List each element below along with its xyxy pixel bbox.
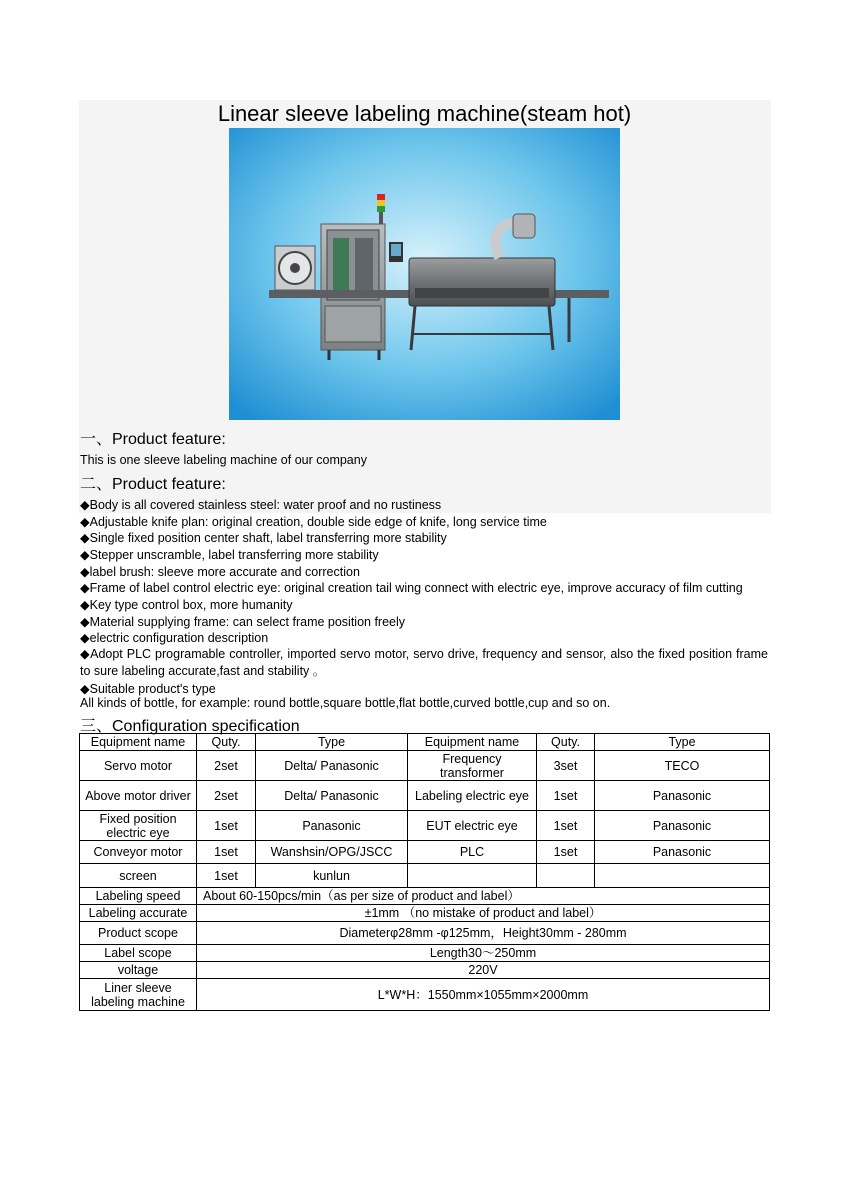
spec-value: L*W*H：1550mm×1055mm×2000mm [197, 979, 770, 1011]
table-cell: 1set [197, 811, 256, 841]
table-cell: 1set [537, 811, 595, 841]
table-cell: Panasonic [595, 841, 770, 864]
spec-value: About 60-150pcs/min（as per size of product and label） [197, 888, 770, 905]
spec-label: Product scope [80, 922, 197, 945]
table-cell [537, 864, 595, 888]
header-cell: Type [256, 734, 408, 751]
feature-item: ◆Stepper unscramble, label transferring more stability [80, 548, 379, 562]
header-cell: Type [595, 734, 770, 751]
spec-value: Length30～250mm [197, 945, 770, 962]
header-cell: Equipment name [408, 734, 537, 751]
feature-item: ◆Body is all covered stainless steel: water proof and no rustiness [80, 498, 442, 512]
table-cell: Delta/ Panasonic [256, 781, 408, 811]
table-cell: 3set [537, 751, 595, 781]
header-cell: Quty. [197, 734, 256, 751]
spec-row [80, 945, 770, 962]
table-cell: Delta/ Panasonic [256, 751, 408, 781]
feature-item: ◆electric configuration description [80, 631, 269, 645]
table-cell: TECO [595, 751, 770, 781]
spec-label: voltage [80, 962, 197, 979]
spec-row [80, 888, 770, 905]
section-heading-2: 二、Product feature: [80, 476, 226, 493]
table-cell: Above motor driver [80, 781, 197, 811]
table-cell: Fixed position electric eye [80, 811, 197, 841]
table-row [80, 811, 770, 841]
feature-item: ◆Adopt PLC programable controller, imported servo motor, servo drive, frequency and sensor, also the fixed position frame to sure labeling accurate,fast and stability 。 [80, 647, 768, 678]
table-row [80, 841, 770, 864]
spec-value: 220V [197, 962, 770, 979]
table-cell: Labeling electric eye [408, 781, 537, 811]
table-cell: 1set [197, 841, 256, 864]
spec-label: Liner sleeve labeling machine [80, 979, 197, 1011]
table-cell: Wanshsin/OPG/JSCC [256, 841, 408, 864]
table-cell: Servo motor [80, 751, 197, 781]
table-cell [595, 864, 770, 888]
spec-label: Label scope [80, 945, 197, 962]
header-cell: Quty. [537, 734, 595, 751]
spec-row [80, 922, 770, 945]
feature-item: ◆Adjustable knife plan: original creation, double side edge of knife, long service time [80, 515, 547, 529]
table-cell: 1set [197, 864, 256, 888]
table-cell: 2set [197, 781, 256, 811]
table-cell: Conveyor motor [80, 841, 197, 864]
table-cell: 2set [197, 751, 256, 781]
spec-row [80, 905, 770, 922]
page-title: Linear sleeve labeling machine(steam hot) [217, 101, 632, 126]
table-cell: kunlun [256, 864, 408, 888]
feature-item: ◆Frame of label control electric eye: original creation tail wing connect with electric eye, improve accuracy of film cutting [80, 581, 743, 595]
feature-item: All kinds of bottle, for example: round bottle,square bottle,flat bottle,curved bottle,cup and so on. [80, 696, 611, 710]
intro-text: This is one sleeve labeling machine of our company [80, 453, 367, 467]
table-cell: Panasonic [595, 781, 770, 811]
header-cell: Equipment name [80, 734, 197, 751]
spec-value: Diameterφ28mm -φ125mm，Height30mm - 280mm [197, 922, 770, 945]
feature-item: ◆Suitable product's type [80, 682, 216, 696]
table-cell: 1set [537, 841, 595, 864]
table-cell: Frequency transformer [408, 751, 537, 781]
table-cell: screen [80, 864, 197, 888]
spec-row [80, 979, 770, 1011]
table-row [80, 751, 770, 781]
configuration-table [79, 733, 770, 1011]
section-heading-1: 一、Product feature: [80, 431, 226, 448]
spec-label: Labeling accurate [80, 905, 197, 922]
table-row [80, 781, 770, 811]
spec-value: ±1mm （no mistake of product and label） [197, 905, 770, 922]
spec-row [80, 962, 770, 979]
feature-item: ◆Single fixed position center shaft, label transferring more stability [80, 531, 447, 545]
feature-item: ◆label brush: sleeve more accurate and correction [80, 565, 360, 579]
section-heading-3: 三、Configuration specification [80, 718, 300, 735]
table-cell: Panasonic [256, 811, 408, 841]
table-cell: Panasonic [595, 811, 770, 841]
spec-label: Labeling speed [80, 888, 197, 905]
table-cell: 1set [537, 781, 595, 811]
feature-item: ◆Key type control box, more humanity [80, 598, 293, 612]
feature-item: ◆Material supplying frame: can select frame position freely [80, 615, 406, 629]
table-cell: PLC [408, 841, 537, 864]
machine-photo [229, 128, 620, 420]
table-row [80, 864, 770, 888]
table-cell [408, 864, 537, 888]
table-cell: EUT electric eye [408, 811, 537, 841]
table-header-row [80, 734, 770, 751]
